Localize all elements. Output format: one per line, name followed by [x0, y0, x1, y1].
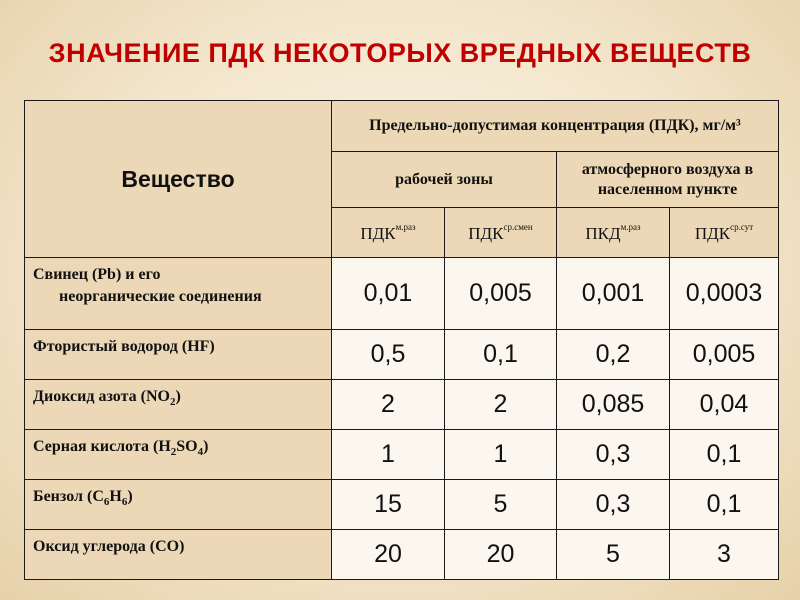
formula-subscript: 2: [169, 396, 176, 409]
value-cell: [332, 380, 445, 430]
value-text: 0,1: [706, 489, 742, 518]
substance-name: [25, 530, 332, 580]
column-header: [557, 208, 670, 258]
substance-name-line2: неорганические соединения: [59, 288, 262, 306]
substance-name-text: ): [127, 488, 133, 505]
value-cell: [332, 258, 445, 330]
value-text: 15: [374, 489, 402, 518]
substance-name-text: H: [109, 488, 122, 505]
value-cell: [332, 480, 445, 530]
table-row: [25, 258, 779, 330]
formula-subscript: 4: [197, 446, 204, 459]
value-cell: [332, 530, 445, 580]
column-header: [445, 208, 557, 258]
substance-name-text: SO: [176, 438, 198, 455]
value-cell: [445, 530, 557, 580]
value-text: 0,1: [706, 439, 742, 468]
value-cell: [670, 258, 779, 330]
value-text: 0,005: [469, 278, 532, 307]
column-header: [670, 208, 779, 258]
value-cell: [557, 480, 670, 530]
value-cell: [445, 330, 557, 380]
substance-name: [25, 258, 332, 330]
value-text: 20: [486, 539, 515, 568]
value-cell: [445, 480, 557, 530]
value-text: 0,01: [363, 278, 413, 307]
value-text: 0,085: [581, 389, 645, 418]
pdk-group-header: Предельно-допустимая концентрация (ПДК), мг/м³: [332, 101, 779, 152]
value-cell: [557, 530, 670, 580]
value-text: 2: [381, 389, 395, 418]
table-row: [25, 430, 779, 480]
column-header-sup: ср.сут: [730, 221, 754, 232]
substance-name-text: ): [175, 388, 181, 405]
substance-name-text: Бензол (C: [33, 488, 104, 505]
substance-name-text: Свинец (Pb) и его: [33, 266, 161, 283]
substance-name-text: ): [203, 438, 209, 455]
column-header-sup: ср.смен: [503, 221, 533, 232]
value-text: 0,5: [370, 339, 406, 368]
column-header-base: ПДК: [360, 223, 396, 243]
value-cell: [670, 330, 779, 380]
value-text: 5: [606, 539, 620, 568]
value-text: 0,04: [699, 389, 749, 418]
work-zone-header: рабочей зоны: [332, 152, 557, 208]
column-header-sup: м.раз: [620, 221, 641, 232]
table-row: [25, 330, 779, 380]
substance-name: [25, 380, 332, 430]
value-text: 3: [717, 539, 731, 568]
value-text: 2: [493, 389, 508, 418]
value-text: 0,001: [581, 278, 645, 307]
value-text: 0,005: [692, 339, 756, 368]
substance-column-header: Вещество: [25, 101, 332, 258]
value-text: 0,3: [595, 439, 631, 468]
value-text: 20: [374, 539, 402, 568]
value-cell: [557, 430, 670, 480]
air-header: атмосферного воздуха в населенном пункте: [557, 152, 779, 208]
value-text: 1: [381, 439, 395, 468]
value-cell: [445, 258, 557, 330]
column-header-base: ПДК: [694, 223, 731, 243]
column-header-sup: м.раз: [395, 221, 416, 232]
substance-name-text: Серная кислота (H: [33, 438, 171, 455]
formula-subscript: 6: [121, 496, 128, 509]
value-text: 1: [493, 439, 508, 468]
substance-name: [25, 480, 332, 530]
page-title: ЗНАЧЕНИЕ ПДК НЕКОТОРЫХ ВРЕДНЫХ ВЕЩЕСТВ: [48, 38, 752, 68]
value-text: 0,3: [595, 489, 631, 518]
table-row: [25, 480, 779, 530]
value-cell: [670, 480, 779, 530]
column-header-base: ПКД: [585, 223, 621, 243]
substance-name-text: Диоксид азота (NO: [33, 388, 170, 405]
value-cell: [670, 380, 779, 430]
pdk-table: [24, 100, 779, 580]
column-header: [332, 208, 445, 258]
value-cell: [670, 530, 779, 580]
substance-name-text: Оксид углерода (CO): [33, 538, 185, 555]
value-cell: [445, 380, 557, 430]
value-cell: [557, 258, 670, 330]
value-cell: [557, 380, 670, 430]
value-cell: [332, 330, 445, 380]
value-text: 5: [493, 489, 508, 518]
substance-name-text: Фтористый водород (HF): [33, 338, 215, 355]
value-cell: [445, 430, 557, 480]
value-cell: [670, 430, 779, 480]
substance-name: [25, 330, 332, 380]
value-cell: [332, 430, 445, 480]
formula-subscript: 2: [170, 446, 177, 459]
value-cell: [557, 330, 670, 380]
column-header-base: ПДК: [468, 223, 504, 243]
value-text: 0,2: [595, 339, 631, 368]
value-text: 0,0003: [685, 278, 763, 307]
value-text: 0,1: [483, 339, 518, 368]
formula-subscript: 6: [103, 496, 110, 509]
table-row: [25, 380, 779, 430]
table-row: [25, 530, 779, 580]
substance-name: [25, 430, 332, 480]
